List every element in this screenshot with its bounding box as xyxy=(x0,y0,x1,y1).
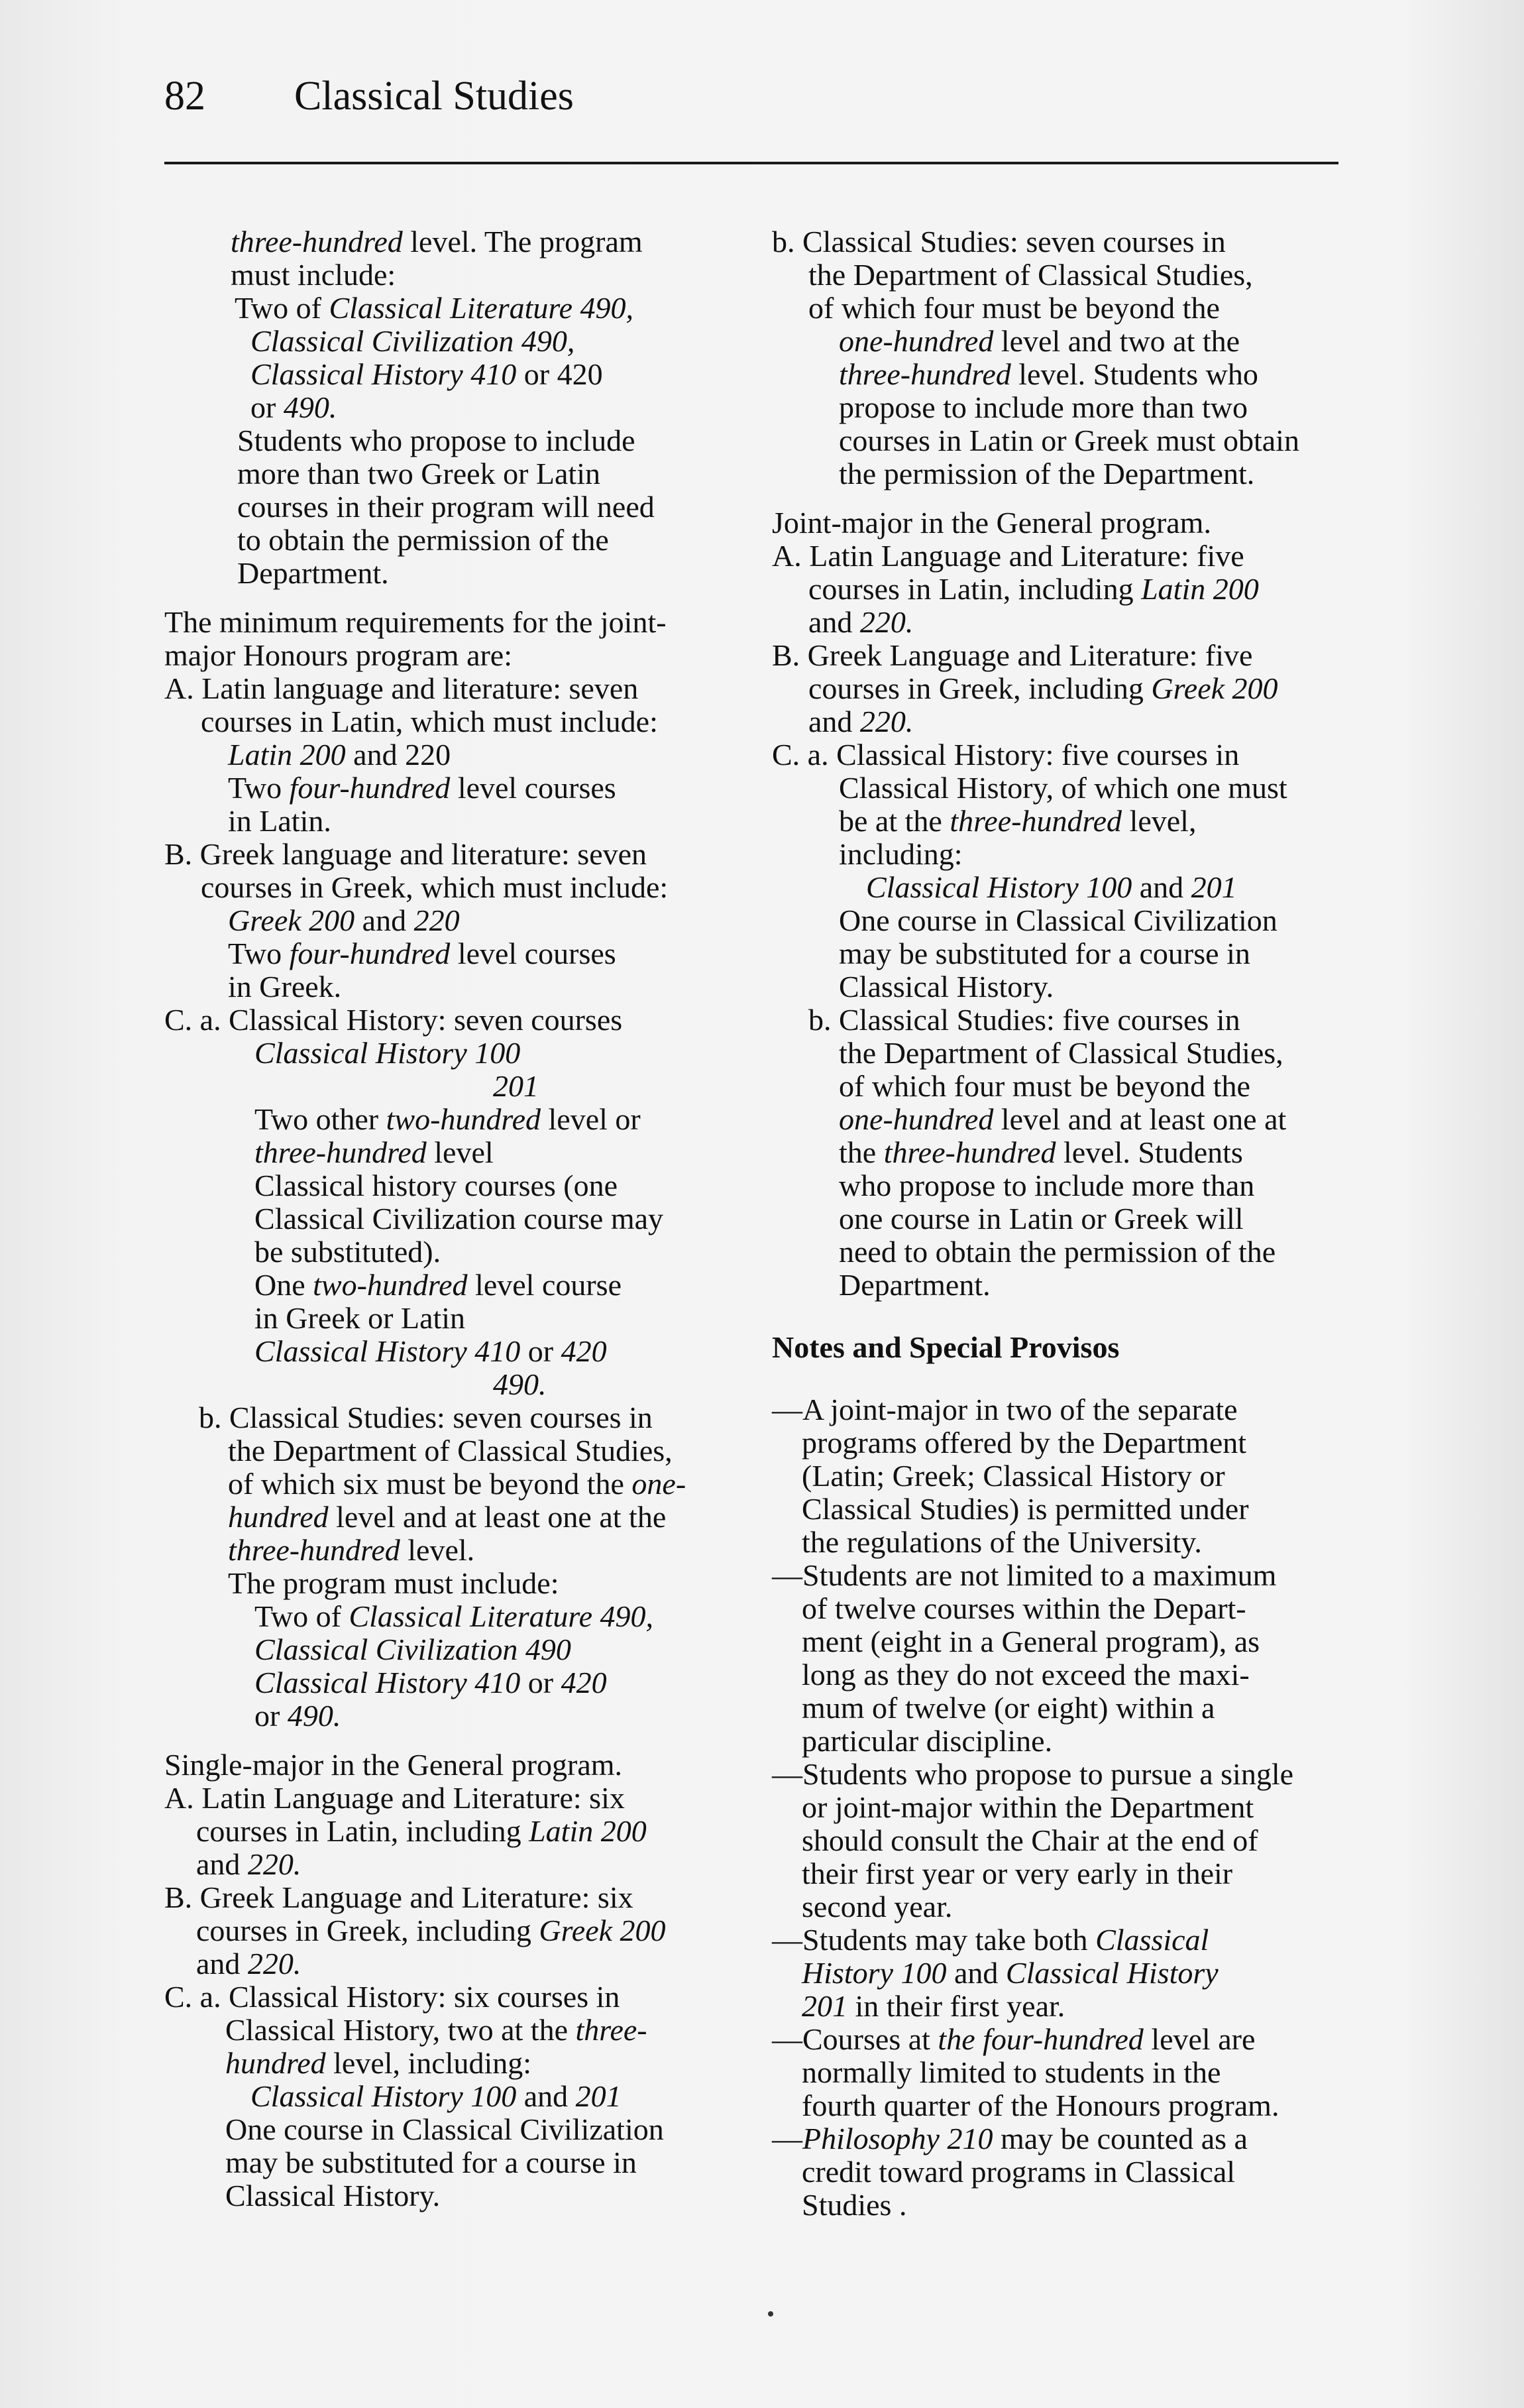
text-line: Classical Civilization 490 xyxy=(254,1633,571,1666)
text-line: Classical History 100 and 201 xyxy=(866,870,1237,904)
text-line: the regulations of the University. xyxy=(802,1525,1202,1559)
text-line: hundred level, including: xyxy=(225,2046,532,2080)
text-line: one-hundred level and two at the xyxy=(839,324,1240,358)
text-line: Joint-major in the General program. xyxy=(772,506,1211,540)
text-line: 201 in their first year. xyxy=(802,1989,1065,2023)
text-line: Latin 200 and 220 xyxy=(228,738,451,772)
text-line: more than two Greek or Latin xyxy=(237,457,600,490)
text-line: hundred level and at least one at the xyxy=(228,1500,667,1534)
text-line: Classical Civilization 490, xyxy=(250,324,575,358)
speck-mark xyxy=(768,2311,773,2317)
text-line: One course in Classical Civilization xyxy=(839,903,1278,937)
text-line: (Latin; Greek; Classical History or xyxy=(802,1459,1225,1493)
text-line: may be substituted for a course in xyxy=(225,2146,637,2179)
text-line: —Courses at the four-hundred level are xyxy=(772,2022,1256,2056)
text-line: long as they do not exceed the maxi- xyxy=(802,1658,1250,1691)
text-line: who propose to include more than xyxy=(839,1169,1255,1202)
text-line: courses in Latin or Greek must obtain xyxy=(839,424,1299,457)
text-line: Classical history courses (one xyxy=(254,1169,618,1202)
text-line: be at the three-hundred level, xyxy=(839,804,1197,838)
text-line: courses in Latin, which must include: xyxy=(201,705,658,738)
text-line: including: xyxy=(839,837,963,871)
text-line: courses in Greek, which must include: xyxy=(201,870,669,904)
text-line: the Department of Classical Studies, xyxy=(839,1036,1283,1070)
text-line: Two other two-hundred level or xyxy=(254,1102,641,1136)
text-line: of which four must be beyond the xyxy=(839,1069,1250,1103)
text-line: the Department of Classical Studies, xyxy=(228,1434,673,1467)
text-line: Greek 200 and 220 xyxy=(228,903,460,937)
text-line: A. Latin Language and Literature: six xyxy=(164,1781,625,1815)
text-line: B. Greek Language and Literature: six xyxy=(164,1880,633,1914)
text-line: One course in Classical Civilization xyxy=(225,2112,664,2146)
text-line: major Honours program are: xyxy=(164,638,513,672)
text-line: programs offered by the Department xyxy=(802,1426,1247,1460)
text-line: or 490. xyxy=(254,1699,341,1733)
text-line: three-hundred level. The program xyxy=(231,225,643,258)
text-line: and 220. xyxy=(808,605,914,639)
text-line: One two-hundred level course xyxy=(254,1268,622,1302)
text-line: —Students may take both Classical xyxy=(772,1923,1209,1957)
text-line: History 100 and Classical History xyxy=(802,1956,1219,1990)
text-line: Classical History, of which one must xyxy=(839,771,1287,805)
text-line: three-hundred level xyxy=(254,1135,494,1169)
text-line: A. Latin language and literature: seven xyxy=(164,671,639,705)
text-line: second year. xyxy=(802,1890,953,1923)
text-line: Students who propose to include xyxy=(237,424,635,457)
text-line: Classical Studies) is permitted under xyxy=(802,1492,1249,1526)
text-line: one-hundred level and at least one at xyxy=(839,1102,1287,1136)
text-line: The program must include: xyxy=(228,1566,559,1600)
text-line: courses in Greek, including Greek 200 xyxy=(808,671,1278,705)
text-line: C. a. Classical History: seven courses xyxy=(164,1003,623,1037)
text-line: Classical History 100 and 201 xyxy=(250,2079,622,2113)
text-line: Classical History 410 or 420 xyxy=(254,1666,607,1699)
text-line: and 220. xyxy=(196,1947,301,1980)
text-line: b. Classical Studies: seven courses in xyxy=(772,225,1226,258)
text-line: b. Classical Studies: seven courses in xyxy=(199,1401,653,1434)
text-line: propose to include more than two xyxy=(839,390,1248,424)
text-line: C. a. Classical History: five courses in xyxy=(772,738,1240,772)
text-line: one course in Latin or Greek will xyxy=(839,1202,1244,1235)
text-line: Classical Civilization course may xyxy=(254,1202,664,1235)
left-column xyxy=(164,225,747,2212)
text-line: B. Greek language and literature: seven xyxy=(164,837,647,871)
text-line: or joint-major within the Department xyxy=(802,1790,1254,1824)
running-title: Classical Studies xyxy=(294,74,574,119)
text-line: normally limited to students in the xyxy=(802,2055,1221,2089)
text-line: —Philosophy 210 may be counted as a xyxy=(772,2122,1248,2155)
text-line: and 220. xyxy=(196,1847,301,1881)
text-line: courses in Greek, including Greek 200 xyxy=(196,1914,666,1947)
text-line: —A joint-major in two of the separate xyxy=(772,1393,1238,1426)
text-line: A. Latin Language and Literature: five xyxy=(772,539,1244,573)
text-line: fourth quarter of the Honours program. xyxy=(802,2089,1279,2122)
text-line: C. a. Classical History: six courses in xyxy=(164,1980,620,2014)
text-line: Classical History. xyxy=(839,970,1054,1003)
text-line: be substituted). xyxy=(254,1235,441,1269)
text-line: Single-major in the General program. xyxy=(164,1748,623,1782)
text-line: Department. xyxy=(237,556,389,590)
text-line: particular discipline. xyxy=(802,1724,1053,1758)
text-line: must include: xyxy=(231,258,396,292)
text-line: Two four-hundred level courses xyxy=(228,937,616,970)
text-line: of twelve courses within the Depart- xyxy=(802,1591,1246,1625)
text-line: courses in Latin, including Latin 200 xyxy=(196,1814,647,1848)
text-line: Classical History 410 or 420 xyxy=(254,1334,607,1368)
text-line: Two of Classical Literature 490, xyxy=(235,291,634,325)
section-heading: Notes and Special Provisos xyxy=(772,1330,1120,1364)
text-line: Studies . xyxy=(802,2188,907,2222)
text-line: of which four must be beyond the xyxy=(808,291,1220,325)
text-line: to obtain the permission of the xyxy=(237,523,609,557)
text-line: Classical History. xyxy=(225,2179,441,2212)
text-line: —Students who propose to pursue a single xyxy=(772,1757,1294,1791)
text-line: mum of twelve (or eight) within a xyxy=(802,1691,1215,1725)
text-line: in Greek. xyxy=(228,970,342,1003)
text-line: Classical History 410 or 420 xyxy=(250,357,603,391)
text-line: —Students are not limited to a maximum xyxy=(772,1558,1277,1592)
text-line: their first year or very early in their xyxy=(802,1857,1233,1890)
text-line: in Greek or Latin xyxy=(254,1301,466,1335)
text-line: Two of Classical Literature 490, xyxy=(254,1599,654,1633)
text-line: and 220. xyxy=(808,705,914,738)
text-line: credit toward programs in Classical xyxy=(802,2155,1236,2189)
text-line: courses in Latin, including Latin 200 xyxy=(808,572,1259,606)
text-line: Two four-hundred level courses xyxy=(228,771,616,805)
text-line: 490. xyxy=(493,1367,547,1401)
text-line: B. Greek Language and Literature: five xyxy=(772,638,1253,672)
text-line: three-hundred level. Students who xyxy=(839,357,1258,391)
text-line: of which six must be beyond the one- xyxy=(228,1467,686,1501)
text-line: need to obtain the permission of the xyxy=(839,1235,1276,1269)
text-line: in Latin. xyxy=(228,804,331,838)
page-number: 82 xyxy=(164,74,205,119)
text-line: Classical History, two at the three- xyxy=(225,2013,647,2047)
text-line: Department. xyxy=(839,1268,991,1302)
text-line: The minimum requirements for the joint- xyxy=(164,605,667,639)
text-line: or 490. xyxy=(250,390,337,424)
text-line: should consult the Chair at the end of xyxy=(802,1823,1258,1857)
text-line: the three-hundred level. Students xyxy=(839,1135,1243,1169)
text-line: b. Classical Studies: five courses in xyxy=(808,1003,1240,1037)
text-line: three-hundred level. xyxy=(228,1533,475,1567)
text-line: may be substituted for a course in xyxy=(839,937,1250,970)
text-line: 201 xyxy=(493,1069,539,1103)
text-line: Classical History 100 xyxy=(254,1036,521,1070)
text-line: ment (eight in a General program), as xyxy=(802,1625,1260,1658)
text-line: courses in their program will need xyxy=(237,490,655,524)
header-rule xyxy=(164,162,1338,164)
text-line: the Department of Classical Studies, xyxy=(808,258,1253,292)
text-line: the permission of the Department. xyxy=(839,457,1255,490)
right-column xyxy=(772,225,1355,2222)
